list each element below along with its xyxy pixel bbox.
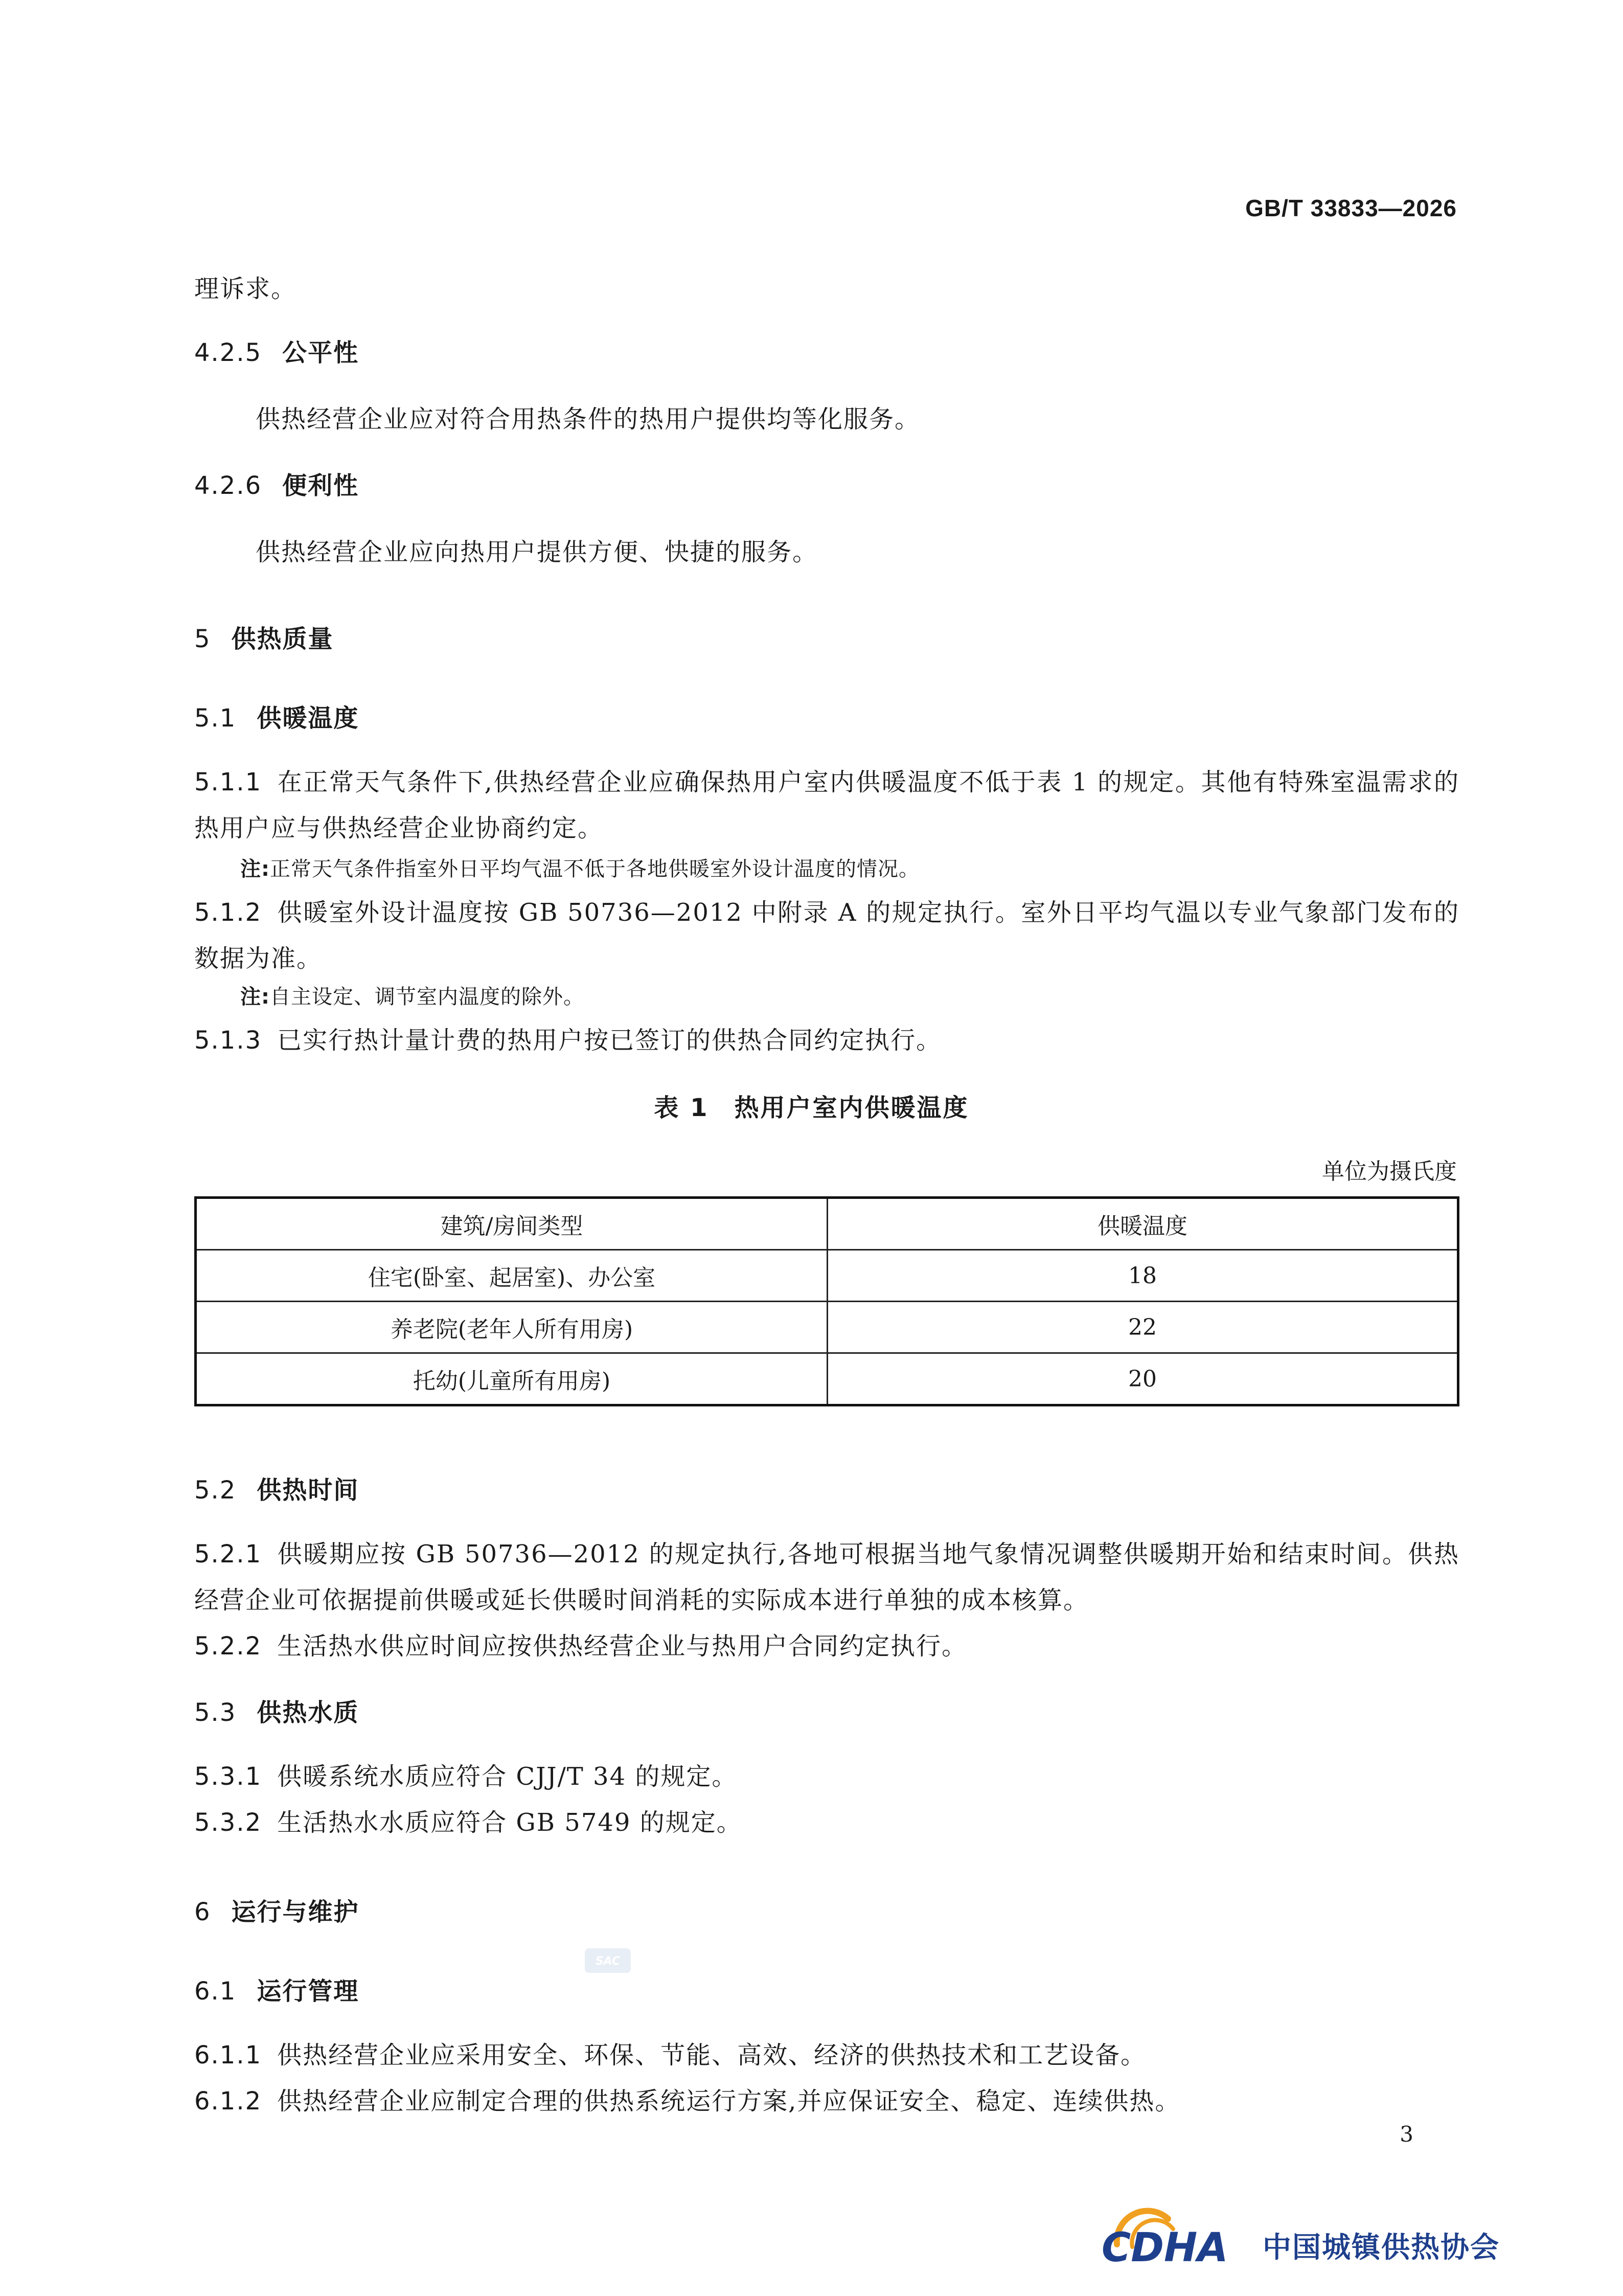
note-text: 自主设定、调节室内温度的除外。 (270, 985, 584, 1009)
table-row (196, 1353, 1458, 1405)
chapter-6-heading (194, 1889, 359, 1935)
paragraph-4-2-6: 供热经营企业应向热用户提供方便、快捷的服务。 (256, 538, 818, 566)
clause-number: 5.3.2 (194, 1808, 262, 1837)
table-cell: 住宅(卧室、起居室)、办公室 (196, 1250, 828, 1302)
clause-number: 5.1.2 (194, 898, 262, 927)
chapter-number: 5 (194, 625, 211, 653)
clause-text: 供热经营企业应制定合理的供热系统运行方案,并应保证安全、稳定、连续供热。 (277, 2087, 1181, 2116)
clause-title: 公平性 (282, 338, 359, 367)
clause-text: 生活热水供应时间应按供热经营企业与热用户合同约定执行。 (277, 1632, 968, 1661)
logo-text: 中国城镇供热协会 (1263, 2231, 1500, 2264)
clause-number: 6.1.1 (194, 2041, 262, 2070)
clause-number: 5.1.1 (194, 768, 262, 797)
clause-text: 供热经营企业应采用安全、环保、节能、高效、经济的供热技术和工艺设备。 (277, 2041, 1147, 2070)
table-cell: 养老院(老年人所有用房) (196, 1302, 828, 1353)
clause-5-3-heading (194, 1690, 359, 1736)
note-label: 注: (240, 985, 270, 1009)
table-header-cell: 建筑/房间类型 (196, 1198, 828, 1250)
clause-title: 便利性 (282, 471, 359, 500)
clause-5-1-1 (194, 759, 1459, 851)
table-header-cell: 供暖温度 (828, 1198, 1458, 1250)
clause-4-2-6-heading (194, 463, 359, 509)
chdha-logo (1096, 2196, 1587, 2272)
clause-5-1-heading (194, 695, 359, 741)
watermark-text: SAC (595, 1955, 621, 1968)
table-row (196, 1302, 1458, 1353)
clause-number: 5.3 (194, 1698, 237, 1727)
chapter-title: 供热质量 (231, 625, 334, 653)
paragraph-continuation: 理诉求。 (194, 275, 297, 303)
chapter-5-heading (194, 616, 334, 662)
page-number: 3 (1400, 2122, 1413, 2147)
clause-text: 生活热水水质应符合 GB 5749 的规定。 (277, 1808, 742, 1837)
clause-5-1-3 (194, 1017, 942, 1063)
note-2 (240, 982, 584, 1012)
clause-5-2-heading (194, 1467, 359, 1513)
clause-number: 4.2.6 (194, 471, 262, 500)
note-label: 注: (240, 857, 270, 881)
chapter-number: 6 (194, 1898, 211, 1926)
clause-5-1-2 (194, 890, 1459, 982)
clause-number: 5.1.3 (194, 1026, 262, 1055)
clause-number: 5.2.1 (194, 1540, 262, 1568)
table-cell: 22 (828, 1302, 1458, 1353)
clause-6-1-2 (194, 2078, 1180, 2124)
clause-text: 供暖期应按 GB 50736—2012 的规定执行,各地可根据当地气象情况调整供暖期开始和结束时间。供热经营企业可依据提前供暖或延长供暖时间消耗的实际成本进行单独的成本核算。 (194, 1540, 1459, 1615)
clause-title: 供暖温度 (257, 704, 359, 733)
clause-5-3-2 (194, 1800, 742, 1846)
table-cell: 托幼(儿童所有用房) (196, 1353, 828, 1405)
table-cell: 18 (828, 1250, 1458, 1302)
clause-title: 供热时间 (257, 1476, 359, 1505)
clause-number: 4.2.5 (194, 338, 262, 367)
clause-number: 6.1 (194, 1977, 237, 2006)
sac-watermark (583, 1945, 634, 1976)
clause-number: 6.1.2 (194, 2087, 262, 2116)
paragraph-4-2-5: 供热经营企业应对符合用热条件的热用户提供均等化服务。 (256, 405, 921, 434)
clause-number: 5.3.1 (194, 1762, 262, 1791)
clause-5-2-1 (194, 1531, 1459, 1623)
table-row (196, 1250, 1458, 1302)
note-text: 正常天气条件指室外日平均气温不低于各地供暖室外设计温度的情况。 (270, 857, 920, 881)
table-cell: 20 (828, 1353, 1458, 1405)
clause-5-2-2 (194, 1623, 967, 1669)
standard-code: GB/T 33833—2026 (1245, 195, 1457, 221)
table-unit: 单位为摄氏度 (1322, 1158, 1457, 1185)
logo-letters: CDHA (1102, 2225, 1228, 2271)
note-1 (240, 854, 920, 884)
clause-text: 在正常天气条件下,供热经营企业应确保热用户室内供暖温度不低于表 1 的规定。其他有特殊室温需求的热用户应与供热经营企业协商约定。 (194, 768, 1459, 843)
clause-5-3-1 (194, 1754, 737, 1800)
clause-title: 供热水质 (257, 1698, 359, 1727)
clause-number: 5.2.2 (194, 1632, 262, 1661)
table-caption: 热用户室内供暖温度 (734, 1094, 969, 1122)
clause-text: 供暖系统水质应符合 CJJ/T 34 的规定。 (277, 1762, 738, 1791)
clause-text: 已实行热计量计费的热用户按已签订的供热合同约定执行。 (277, 1026, 942, 1055)
table-title (0, 1088, 1623, 1123)
chapter-title: 运行与维护 (231, 1898, 359, 1926)
table-header-row (196, 1198, 1458, 1250)
clause-number: 5.2 (194, 1476, 237, 1505)
clause-text: 供暖室外设计温度按 GB 50736—2012 中附录 A 的规定执行。室外日平均气温以专业气象部门发布的数据为准。 (194, 898, 1459, 973)
clause-6-1-1 (194, 2032, 1146, 2078)
table-number: 表 1 (654, 1094, 709, 1122)
clause-4-2-5-heading (194, 330, 359, 376)
heating-temperature-table (194, 1196, 1459, 1406)
clause-title: 运行管理 (257, 1977, 359, 2006)
clause-number: 5.1 (194, 704, 237, 733)
clause-6-1-heading (194, 1968, 359, 2014)
